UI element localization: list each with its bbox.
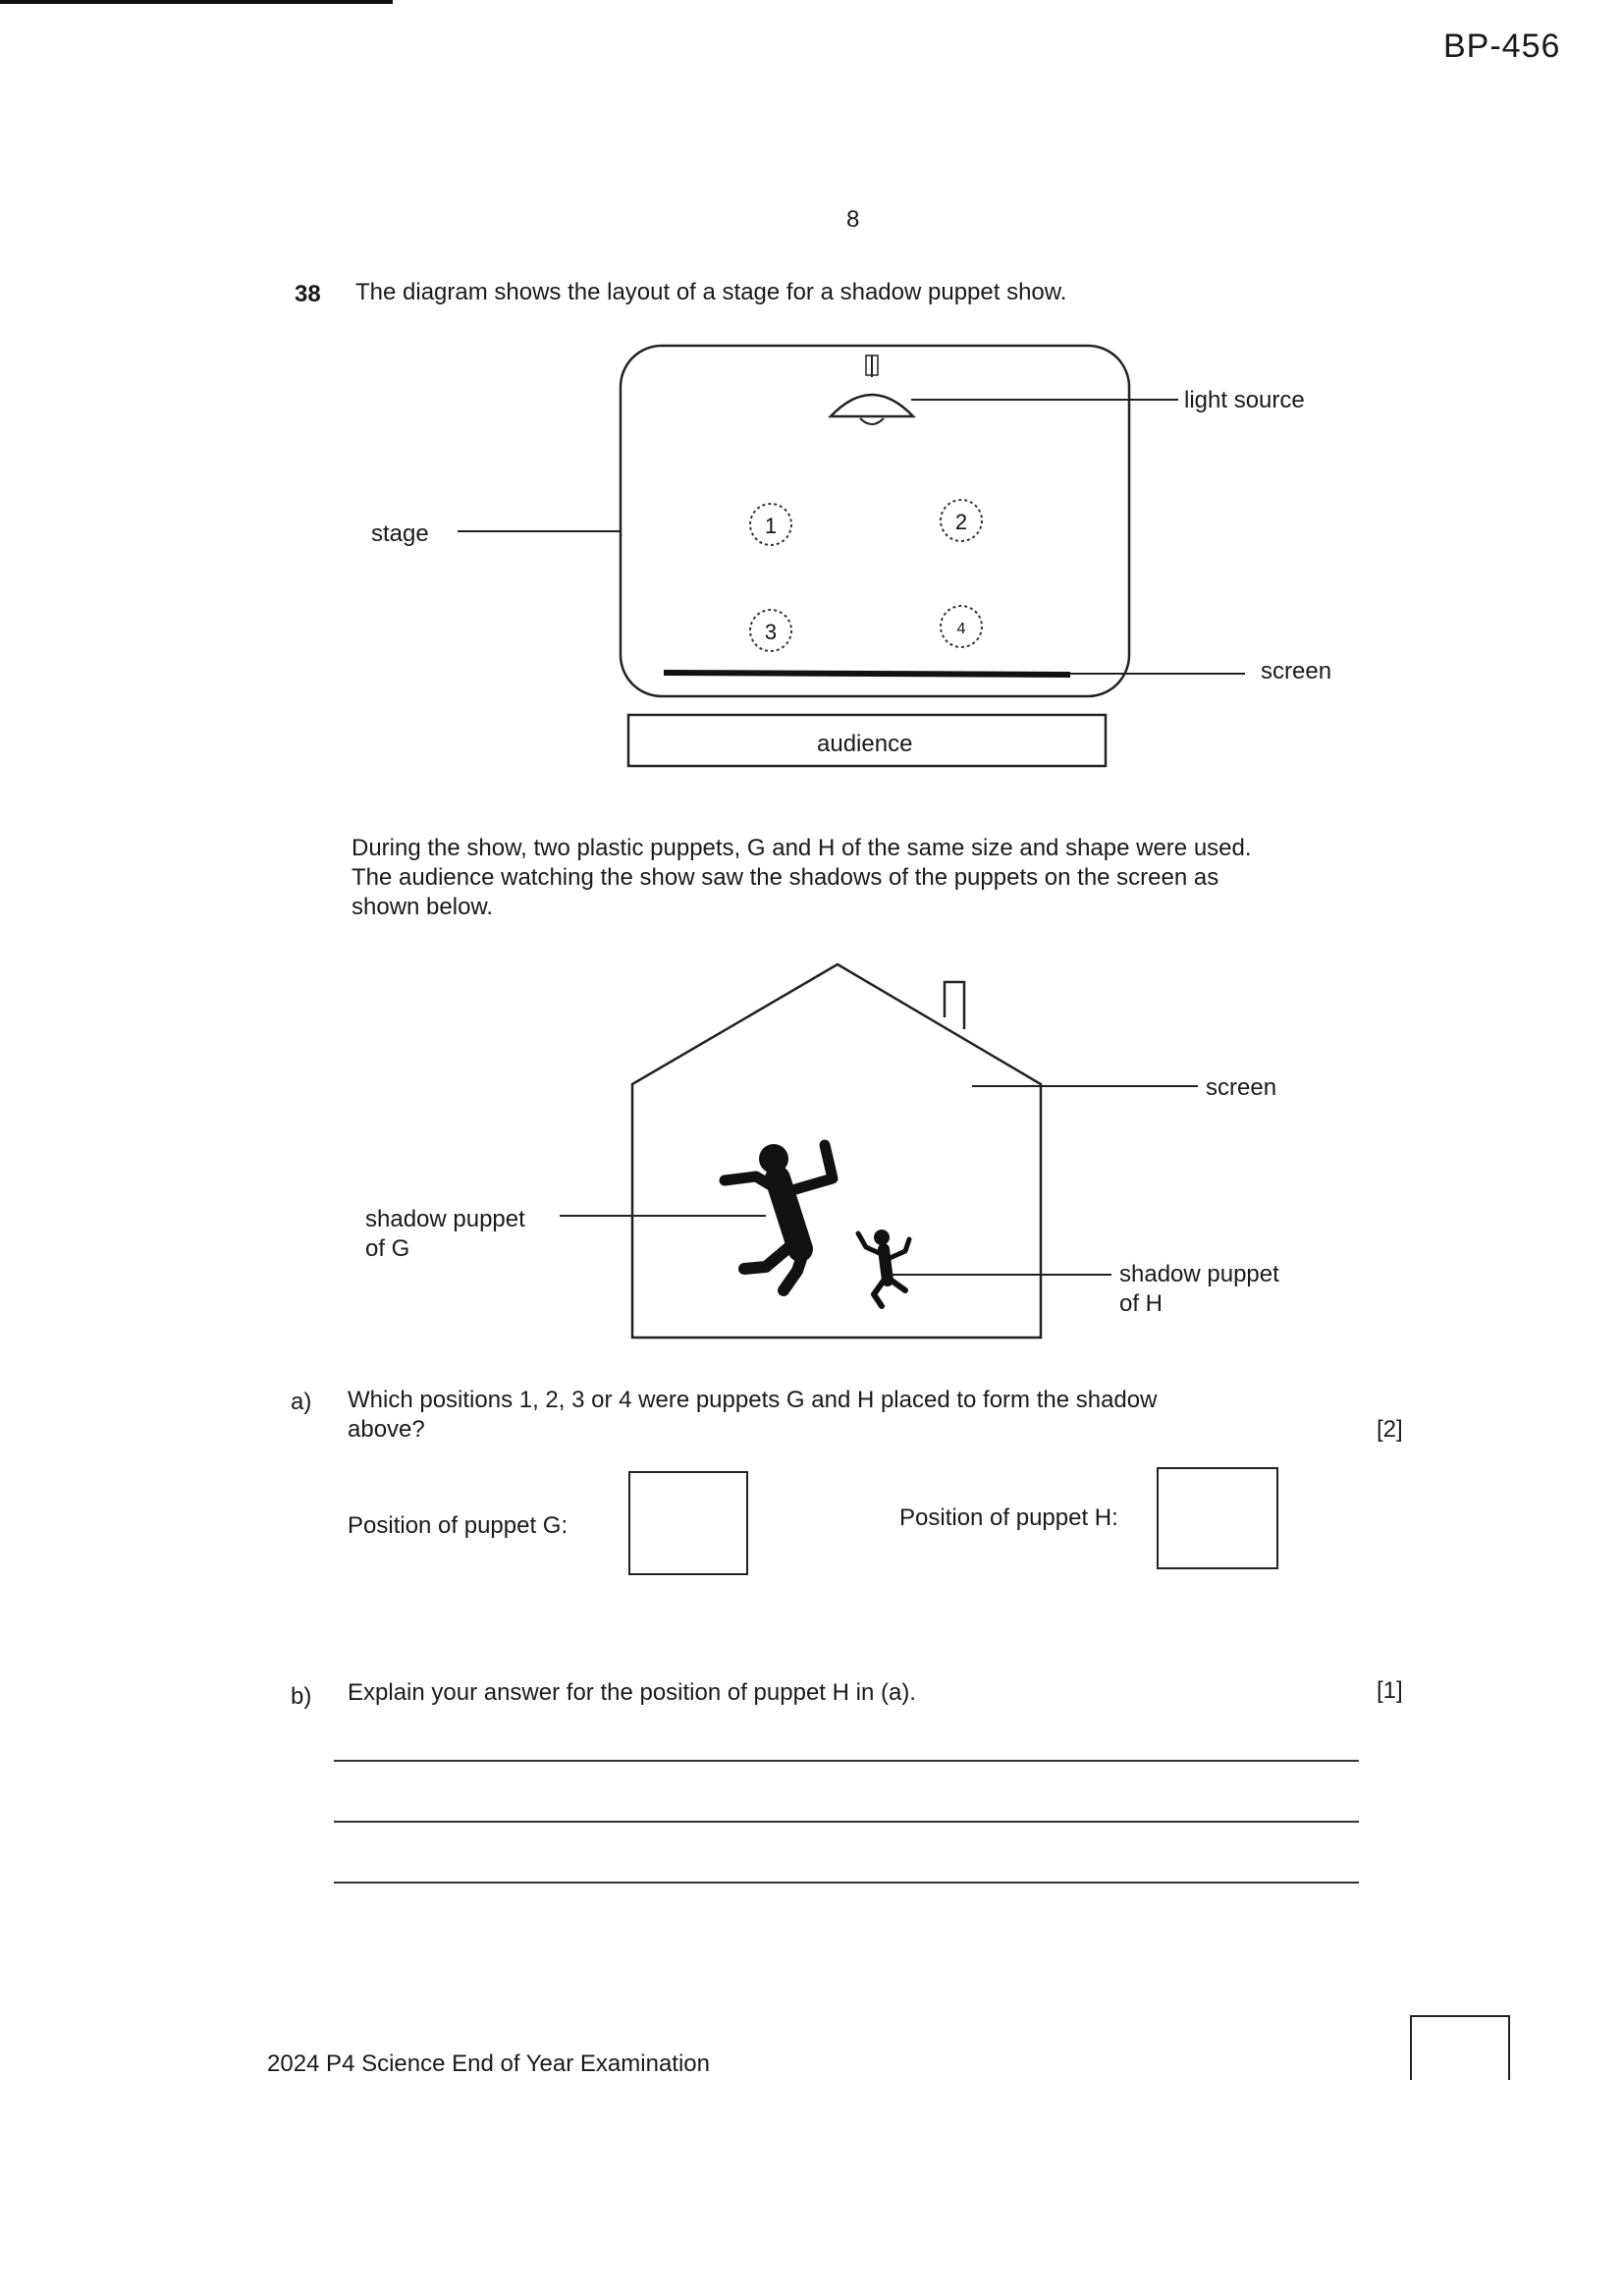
page-number: 8 [846,206,860,233]
shadow-g-label-line-1: shadow puppet [365,1206,525,1232]
light-source-label: light source [1184,387,1305,413]
answer-line-1 [334,1760,1359,1762]
audience-label: audience [817,731,913,757]
position-1-label: 1 [764,514,778,538]
description-line-2: The audience watching the show saw the shadows of the puppets on the screen as [352,864,1219,891]
question-number: 38 [295,281,321,307]
top-border-rule [0,0,393,4]
stage-label: stage [371,520,429,547]
house-screen-outline [632,964,1041,1338]
lamp-icon [831,355,913,424]
part-a-marks: [2] [1377,1416,1403,1443]
shadow-h-label-line-1: shadow puppet [1119,1261,1279,1287]
exam-title: 2024 P4 Science End of Year Examination [267,2050,710,2077]
part-b-marks: [1] [1377,1677,1403,1704]
shadow-g-label-line-2: of G [365,1235,410,1262]
paper-code: BP-456 [1443,27,1561,65]
shadow-h-label-line-2: of H [1119,1290,1164,1317]
part-b-answer-area[interactable] [334,1742,1359,1909]
part-b-label: b) [291,1683,312,1710]
stage-screen-label: screen [1261,658,1332,684]
score-box[interactable] [1410,2015,1510,2080]
part-a-question-line-1: Which positions 1, 2, 3 or 4 were puppets G and H placed to form the shadow [348,1387,1158,1413]
stage-outline [621,346,1129,696]
chimney [945,982,964,1029]
position-2-label: 2 [954,510,968,534]
screen-bar [664,673,1070,675]
position-3-label: 3 [764,620,778,644]
position-4-label: 4 [956,621,966,637]
answer-line-3 [334,1882,1359,1884]
answer-line-2 [334,1821,1359,1823]
position-h-answer-box[interactable] [1157,1467,1278,1569]
description-line-1: During the show, two plastic puppets, G and H of the same size and shape were used. [352,835,1252,861]
question-intro: The diagram shows the layout of a stage for a shadow puppet show. [355,279,1067,305]
part-a-question-line-2: above? [348,1416,425,1443]
position-g-prompt: Position of puppet G: [348,1512,568,1539]
shadow-puppet-h-figure [858,1230,909,1306]
description-line-3: shown below. [352,894,494,920]
part-b-question: Explain your answer for the position of puppet H in (a). [348,1679,916,1706]
position-h-prompt: Position of puppet H: [899,1504,1118,1531]
position-g-answer-box[interactable] [628,1471,748,1575]
shadow-screen-label: screen [1206,1074,1277,1101]
shadow-puppet-g-figure [725,1144,833,1290]
part-a-label: a) [291,1389,312,1415]
